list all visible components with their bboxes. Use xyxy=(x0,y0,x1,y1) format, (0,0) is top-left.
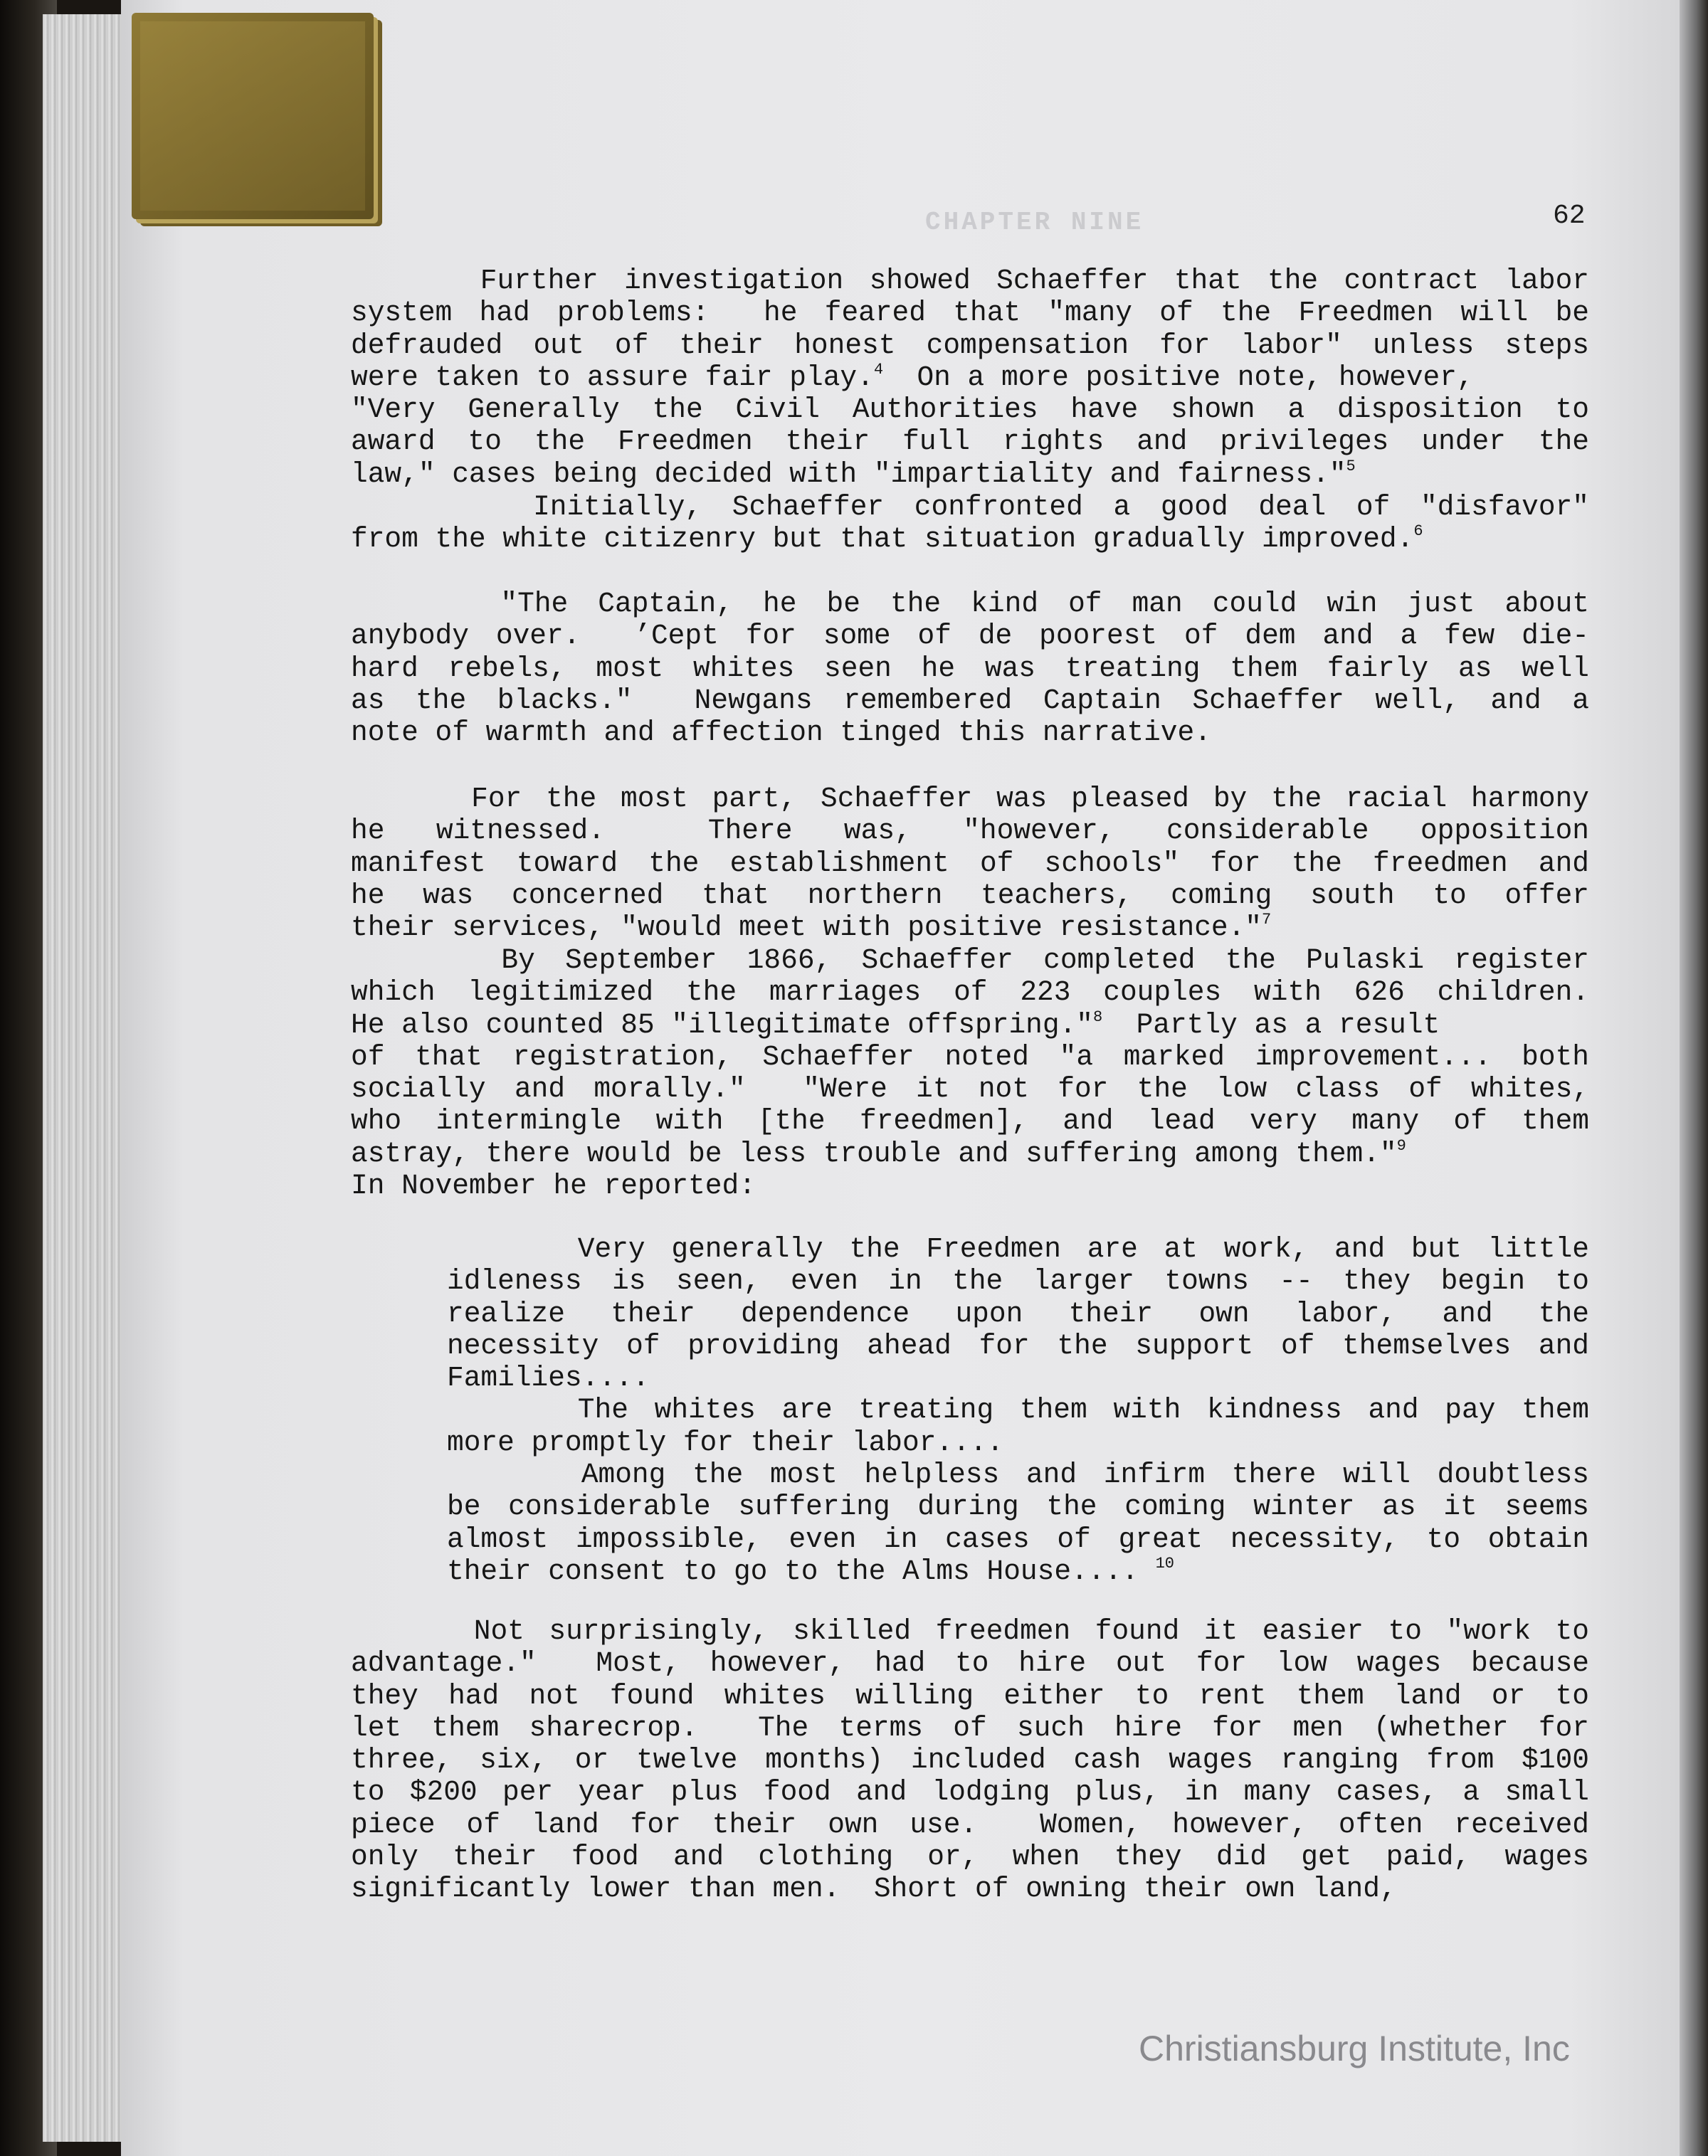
text-segment: their services, "would meet with positive resistance." xyxy=(351,911,1262,944)
text-line: award to the Freedmen their full rights and privileges under the xyxy=(351,426,1589,458)
footnote-marker: 4 xyxy=(873,360,884,379)
text-line xyxy=(351,458,1589,490)
text-line: Among the most helpless and infirm there will doubtless xyxy=(447,1459,1589,1491)
watermark: Christiansburg Institute, Inc xyxy=(1139,2029,1570,2068)
text-line xyxy=(351,361,1589,393)
index-tab xyxy=(132,13,374,219)
text-line: necessity of providing ahead for the support of themselves and xyxy=(447,1329,1589,1362)
paragraph-6 xyxy=(351,1615,1589,1906)
text-line: For the most part, Schaeffer was pleased by the racial harmony xyxy=(351,783,1589,815)
text-line: be considerable suffering during the coming winter as it seems xyxy=(447,1491,1589,1523)
text-line xyxy=(447,1555,1589,1587)
text-line xyxy=(351,1138,1589,1170)
page-edges xyxy=(43,14,128,2142)
text-segment: Partly as a result xyxy=(1102,1008,1440,1041)
text-segment: law," cases being decided with "impartiality and fairness." xyxy=(351,458,1346,490)
text-line: system had problems: he feared that "many of the Freedmen will be xyxy=(351,297,1589,329)
footnote-marker: 6 xyxy=(1413,522,1423,541)
text-line: to $200 per year plus food and lodging plus, in many cases, a small xyxy=(351,1776,1589,1809)
footnote-marker: 5 xyxy=(1346,457,1356,475)
footnote-marker: 7 xyxy=(1262,911,1272,929)
text-line: "The Captain, he be the kind of man could win just about xyxy=(351,588,1589,620)
text-line xyxy=(351,523,1589,555)
text-line: he witnessed. There was, "however, considerable opposition xyxy=(351,815,1589,847)
text-line: three, six, or twelve months) included cash wages ranging from $100 xyxy=(351,1744,1589,1777)
text-line: Initially, Schaeffer confronted a good deal of "disfavor" xyxy=(351,491,1589,523)
text-line: The whites are treating them with kindness and pay them xyxy=(447,1394,1589,1427)
bleed-through-heading: CHAPTER NINE xyxy=(925,208,1144,237)
page-number: 62 xyxy=(1553,201,1586,231)
text-line: they had not found whites willing either to rent them land or to xyxy=(351,1679,1589,1712)
text-line: significantly lower than men. Short of owning their own land, xyxy=(351,1873,1397,1906)
text-line: piece of land for their own use. Women, however, often received xyxy=(351,1808,1589,1841)
paragraph-4 xyxy=(351,783,1589,944)
text-segment: On a more positive note, however, xyxy=(883,361,1474,393)
paragraph-1 xyxy=(351,265,1589,490)
text-line: as the blacks." Newgans remembered Captain Schaeffer well, and a xyxy=(351,684,1589,717)
text-line: Not surprisingly, skilled freedmen found it easier to "work to xyxy=(351,1615,1589,1647)
text-line: defrauded out of their honest compensation for labor" unless steps xyxy=(351,329,1589,361)
text-segment: their consent to go to the Alms House.... xyxy=(447,1555,1156,1587)
text-segment: from the white citizenry but that situation gradually improved. xyxy=(351,523,1414,556)
text-line: socially and morally." "Were it not for the low class of whites, xyxy=(351,1073,1589,1106)
text-line xyxy=(351,911,1589,944)
text-line: By September 1866, Schaeffer completed the Pulaski register xyxy=(351,944,1589,976)
text-segment: were taken to assure fair play. xyxy=(351,361,874,393)
text-line: note of warmth and affection tinged this narrative. xyxy=(351,717,1211,749)
text-line: almost impossible, even in cases of great necessity, to obtain xyxy=(447,1523,1589,1555)
text-line: Very generally the Freedmen are at work, and but little xyxy=(447,1233,1589,1265)
text-line: which legitimized the marriages of 223 couples with 626 children. xyxy=(351,976,1589,1009)
text-line: advantage." Most, however, had to hire out for low wages because xyxy=(351,1647,1589,1680)
text-line: only their food and clothing or, when they did get paid, wages xyxy=(351,1841,1589,1874)
text-line: of that registration, Schaeffer noted "a marked improvement... both xyxy=(351,1040,1589,1073)
footnote-marker: 10 xyxy=(1155,1554,1174,1573)
text-line: he was concerned that northern teachers, coming south to offer xyxy=(351,879,1589,911)
page-right-edge xyxy=(1680,0,1708,2156)
text-line: realize their dependence upon their own labor, and the xyxy=(447,1297,1589,1330)
text-segment: astray, there would be less trouble and suffering among them." xyxy=(351,1137,1397,1170)
text-line: let them sharecrop. The terms of such hire for men (whether for xyxy=(351,1711,1589,1744)
text-line: who intermingle with [the freedmen], and lead very many of them xyxy=(351,1105,1589,1138)
text-line: Further investigation showed Schaeffer that the contract labor xyxy=(351,265,1589,297)
block-quote xyxy=(447,1233,1589,1587)
footnote-marker: 9 xyxy=(1396,1136,1406,1155)
text-line: manifest toward the establishment of schools" for the freedmen and xyxy=(351,847,1589,879)
text-line: "Very Generally the Civil Authorities have shown a disposition to xyxy=(351,393,1589,426)
text-line: idleness is seen, even in the larger towns -- they begin to xyxy=(447,1265,1589,1298)
paragraph-2 xyxy=(351,491,1589,556)
text-line: Families.... xyxy=(447,1362,650,1395)
text-line xyxy=(351,1009,1589,1041)
text-segment: He also counted 85 "illegitimate offspring." xyxy=(351,1008,1093,1041)
footnote-marker: 8 xyxy=(1092,1008,1103,1026)
text-line: In November he reported: xyxy=(351,1170,756,1203)
text-line: hard rebels, most whites seen he was treating them fairly as well xyxy=(351,652,1589,685)
index-tab-face xyxy=(140,21,365,211)
paragraph-3 xyxy=(351,588,1589,749)
paragraph-5 xyxy=(351,944,1589,1202)
text-line: more promptly for their labor.... xyxy=(447,1426,1004,1459)
text-line: anybody over. ’Cept for some of de poorest of dem and a few die- xyxy=(351,620,1589,652)
